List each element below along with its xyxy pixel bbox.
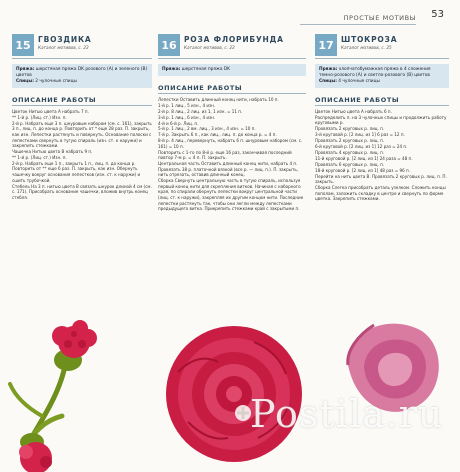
motif-title-block xyxy=(184,34,306,56)
yarn-value: шерстяная пряжа DK розового (A) и зеленого (B) цветов xyxy=(16,67,148,78)
section-label: ПРОСТЫЕ МОТИВЫ xyxy=(343,14,416,22)
instruction-paragraph: Лепестки Оставить длинный конец нити, набрать 10 п. xyxy=(158,97,279,102)
instructions-text xyxy=(315,109,449,202)
instruction-paragraph: 1-й р. 1 лиц., 5 изн., 4 изн. xyxy=(158,102,216,108)
instruction-paragraph: Перейти на нить цвета B. Провязать 2 круговых р. лиц. п. П. закрыть. xyxy=(315,173,447,185)
needles-value: 4 чулочные спицы xyxy=(338,79,380,84)
header-rule xyxy=(300,24,416,25)
instruction-paragraph: 3-й р. 1 лиц., 6 изн., 4 изн. xyxy=(158,114,216,120)
yarn-label: Пряжа: xyxy=(162,67,181,72)
instruction-paragraph: 11-й круговой р. [2 лиц. из 1] 24 раза = 48 п. xyxy=(315,155,413,161)
instruction-paragraph: Провязать 2 круговых р. лиц. п. xyxy=(315,126,385,132)
instructions-text xyxy=(158,97,306,212)
instruction-paragraph: ** 1-й р. (Лиц. ст.) Изн. п. xyxy=(12,154,67,160)
materials-box xyxy=(12,64,152,88)
title-rule xyxy=(12,58,152,59)
instruction-paragraph: 8-й р. 4 лиц., перевернуть, набрать 6 п. шнуровым набором (см. с. 161) = 10 п. xyxy=(158,138,303,149)
instruction-paragraph: Цветок Нитью цвета A набрать 7 п. xyxy=(12,109,89,114)
motif-number-badge: 17 xyxy=(315,34,337,56)
instruction-paragraph: 5-й р. 1 лиц., 2 вм. лиц., 3 изн., 4 изн. = 10 п. xyxy=(158,126,256,132)
catalog-reference: Каталог мотивов, с. 25 xyxy=(341,45,392,50)
section-title: ОПИСАНИЕ РАБОТЫ xyxy=(158,84,306,94)
yarn-label: Пряжа: xyxy=(319,67,338,72)
instruction-paragraph: 4-й и 6-й р. Лиц. п. xyxy=(158,120,199,126)
instruction-paragraph: Провязать 2 круговых р. лиц. п. xyxy=(315,138,385,144)
needles-value: 2 чулочные спицы xyxy=(35,79,77,84)
page-header xyxy=(0,0,460,30)
materials-box xyxy=(158,64,306,76)
catalog-reference: Каталог мотивов, с. 23 xyxy=(38,45,89,50)
instruction-paragraph: 3-й круговой р. [2 лиц. из 1] 6 раз = 12 п. xyxy=(315,132,405,138)
instruction-paragraph: 2-й р. Набрать еще 1 п., закрыть 1 п., лиц. п. до конца р. Повторить от ** еще 6 раз. П. закрыть, как изн. Обернуть чашечку вокруг основания лепестков (изн. ст. к наружи) и сшить трубочкой. xyxy=(12,160,141,183)
instruction-paragraph: 18-й круговой р. [2 лиц. из 1] 48 раз = 96 п. xyxy=(315,167,411,173)
yarn-line xyxy=(16,67,148,79)
catalog-reference: Каталог мотивов, с. 23 xyxy=(184,45,235,50)
instruction-paragraph: 2-й р. 8 лиц., 2 лиц. из 1, 1 изн. = 11 п. xyxy=(158,108,243,114)
yarn-line xyxy=(319,67,445,79)
needles-line xyxy=(16,79,148,85)
section-title: ОПИСАНИЕ РАБОТЫ xyxy=(12,96,152,106)
title-rule xyxy=(158,58,306,59)
section-title: ОПИСАНИЕ РАБОТЫ xyxy=(315,96,449,106)
motif-title: ШТОКРОЗА xyxy=(341,35,398,44)
motif-title: РОЗА ФЛОРИБУНДА xyxy=(184,35,284,44)
instruction-paragraph: Провязать 6 круговых р. лиц. п. xyxy=(315,161,385,167)
floribunda-rose-photo xyxy=(158,302,310,472)
instruction-paragraph: 2-й р. Набрать еще 3 п. шнуровым набором (см. с. 161), закрыть 3 п., лиц. п. до конца р. Повторить от * еще 28 раз. П. закрыть, как изн. Лепестки растянуть и повернуть. Основание полоски с лепестками свернуть в тугую спираль (изн. ст. к наружи) и закрепить стежками. xyxy=(12,120,152,149)
watermark: Postila.ru xyxy=(250,392,444,436)
instructions-text xyxy=(12,109,152,200)
motif-number-badge: 16 xyxy=(158,34,180,56)
instruction-paragraph: Стебель На 3 п. нитью цвета B связать шнурок длиной 4 см (см. с. 171). Присобрать основание чашечки, вложив внутрь конец стебля. xyxy=(12,183,152,200)
instruction-paragraph: Сборка Свернуть центральную часть в тугую спираль, используя первый конец нити для скрепления витков. Начиная с наборного края, по спирали обернуть лепестки вокруг центральной части (лиц. ст. к наружи), закрепляя их другим концом нити. Последние лепестки растянуть так, чтобы они легли между лепестками предыдущего витка. Прикрепить стежками край с закрытыми п. xyxy=(158,178,304,212)
instruction-paragraph: 6-й круговой р. [2 лиц. из 1] 12 раз = 24 п. xyxy=(315,144,408,150)
instruction-paragraph: Сборка Слегка присобрать деталь узелком. Сложить концы пополам, заложить складку в центре и свернуть по форме цветка. Закрепить стежками. xyxy=(315,184,446,202)
instruction-paragraph: Центральная часть Оставить длинный конец нити, набрать 4 п. Провязать 38 р. платочной вязкой (все р. — лиц. п.). П. закрыть, нить отрезать, оставив длинный конец. xyxy=(158,161,299,178)
instruction-paragraph: Чашечка Нитью цвета B набрать 9 п. xyxy=(12,149,93,155)
instruction-paragraph: Распределить п. на 3 чулочных спицы и продолжить работу круговыми р. xyxy=(315,114,447,126)
materials-box xyxy=(315,64,449,88)
needles-label: Спицы: xyxy=(319,79,337,84)
yarn-value: хлопчатобумажная пряжа в 4 сложения темно-розового (A) и светло-розового (B) цветов xyxy=(319,67,431,78)
title-rule xyxy=(315,58,449,59)
motif-17-column xyxy=(315,34,449,202)
page-number: 53 xyxy=(431,9,444,20)
motif-15-column xyxy=(12,34,152,201)
needles-line xyxy=(319,79,445,85)
yarn-line xyxy=(162,67,302,73)
motif-title-block xyxy=(38,34,152,56)
needles-label: Спицы: xyxy=(16,79,34,84)
motif-title: ГВОЗДИКА xyxy=(38,35,92,44)
instruction-paragraph: ** 1-й р. (Лиц. ст.) Изн. п. xyxy=(12,114,67,120)
yarn-value: шерстяная пряжа DK xyxy=(181,67,230,72)
motif-number-badge: 15 xyxy=(12,34,34,56)
carnation-photo xyxy=(2,320,152,472)
instruction-paragraph: Цветок Нитью цвета A набрать 6 п. xyxy=(315,109,392,114)
yarn-label: Пряжа: xyxy=(16,67,35,72)
instruction-paragraph: 7-й р. Закрыть 6 п., как лиц., лиц. п. до конца р. = 4 п. xyxy=(158,132,277,138)
instruction-paragraph: Повторить с 1-го по 8-й р. еще 16 раз, заканчивая последний повтор 7-м р. = 4 п. П. закрыть. xyxy=(158,149,292,161)
instruction-paragraph: Провязать 4 круговых р. лиц. п. xyxy=(315,149,385,155)
motif-title-block xyxy=(341,34,449,56)
motif-16-column xyxy=(158,34,306,212)
